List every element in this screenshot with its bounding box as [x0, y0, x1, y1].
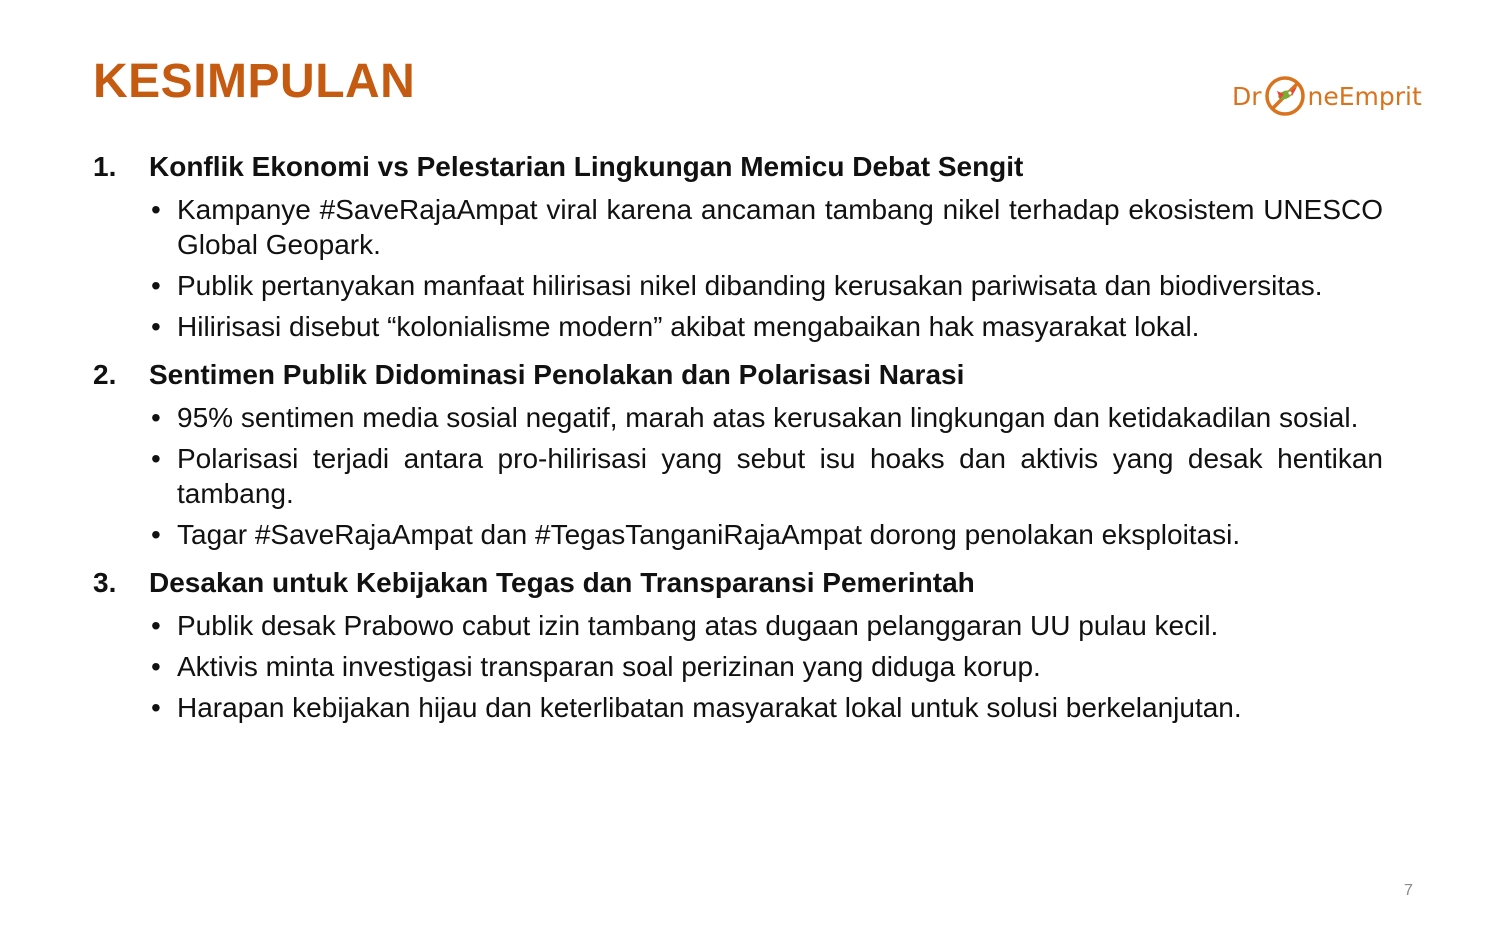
- section-heading-text: Sentimen Publik Didominasi Penolakan dan Polarisasi Narasi: [149, 359, 965, 390]
- bullet-marker: •: [151, 311, 161, 342]
- bullet-list: [93, 400, 1383, 552]
- bullet-list: [93, 608, 1383, 725]
- section-heading: [93, 564, 1383, 602]
- bullet-item: [149, 649, 1383, 684]
- bullet-marker: •: [151, 692, 161, 723]
- bullet-marker: •: [151, 194, 161, 225]
- bullet-marker: •: [151, 610, 161, 641]
- bullet-item: [149, 517, 1383, 552]
- bullet-text: Publik desak Prabowo cabut izin tambang atas dugaan pelanggaran UU pulau kecil.: [177, 610, 1219, 641]
- conclusion-section: [93, 148, 1383, 344]
- bullet-text: Publik pertanyakan manfaat hilirisasi nikel dibanding kerusakan pariwisata dan biodiversitas.: [177, 270, 1323, 301]
- section-heading: [93, 356, 1383, 394]
- logo-text-left: Dr: [1232, 81, 1262, 111]
- drone-emprit-bird-icon: [1263, 74, 1307, 118]
- section-number: 2.: [93, 359, 117, 390]
- bullet-item: [149, 268, 1383, 303]
- bullet-text: Hilirisasi disebut “kolonialisme modern” akibat mengabaikan hak masyarakat lokal.: [177, 311, 1200, 342]
- bullet-text: Harapan kebijakan hijau dan keterlibatan masyarakat lokal untuk solusi berkelanjutan.: [177, 692, 1242, 723]
- conclusion-section: [93, 356, 1383, 552]
- bullet-text: Polarisasi terjadi antara pro-hilirisasi yang sebut isu hoaks dan aktivis yang desak hentikan tambang.: [177, 443, 1383, 509]
- logo-text-right: neEmprit: [1307, 81, 1422, 111]
- section-number: 1.: [93, 151, 117, 182]
- bullet-item: [149, 192, 1383, 262]
- bullet-marker: •: [151, 443, 161, 474]
- bullet-list: [93, 192, 1383, 344]
- page-number: 7: [1404, 882, 1413, 899]
- drone-emprit-logo: [1232, 68, 1422, 124]
- bullet-marker: •: [151, 519, 161, 550]
- section-heading-text: Desakan untuk Kebijakan Tegas dan Transparansi Pemerintah: [149, 567, 975, 598]
- section-heading: [93, 148, 1383, 186]
- bullet-marker: •: [151, 402, 161, 433]
- bullet-text: Aktivis minta investigasi transparan soal perizinan yang diduga korup.: [177, 651, 1041, 682]
- bullet-item: [149, 690, 1383, 725]
- conclusion-list: [93, 148, 1383, 737]
- bullet-marker: •: [151, 270, 161, 301]
- bullet-item: [149, 309, 1383, 344]
- bullet-text: 95% sentimen media sosial negatif, marah atas kerusakan lingkungan dan ketidakadilan sosial.: [177, 402, 1359, 433]
- bullet-item: [149, 441, 1383, 511]
- bullet-item: [149, 608, 1383, 643]
- bullet-item: [149, 400, 1383, 435]
- bullet-text: Tagar #SaveRajaAmpat dan #TegasTanganiRajaAmpat dorong penolakan eksploitasi.: [177, 519, 1241, 550]
- bullet-marker: •: [151, 651, 161, 682]
- section-number: 3.: [93, 567, 117, 598]
- conclusion-section: [93, 564, 1383, 725]
- slide-title: KESIMPULAN: [93, 55, 416, 108]
- bullet-text: Kampanye #SaveRajaAmpat viral karena ancaman tambang nikel terhadap ekosistem UNESCO Global Geopark.: [177, 194, 1383, 260]
- section-heading-text: Konflik Ekonomi vs Pelestarian Lingkungan Memicu Debat Sengit: [149, 151, 1024, 182]
